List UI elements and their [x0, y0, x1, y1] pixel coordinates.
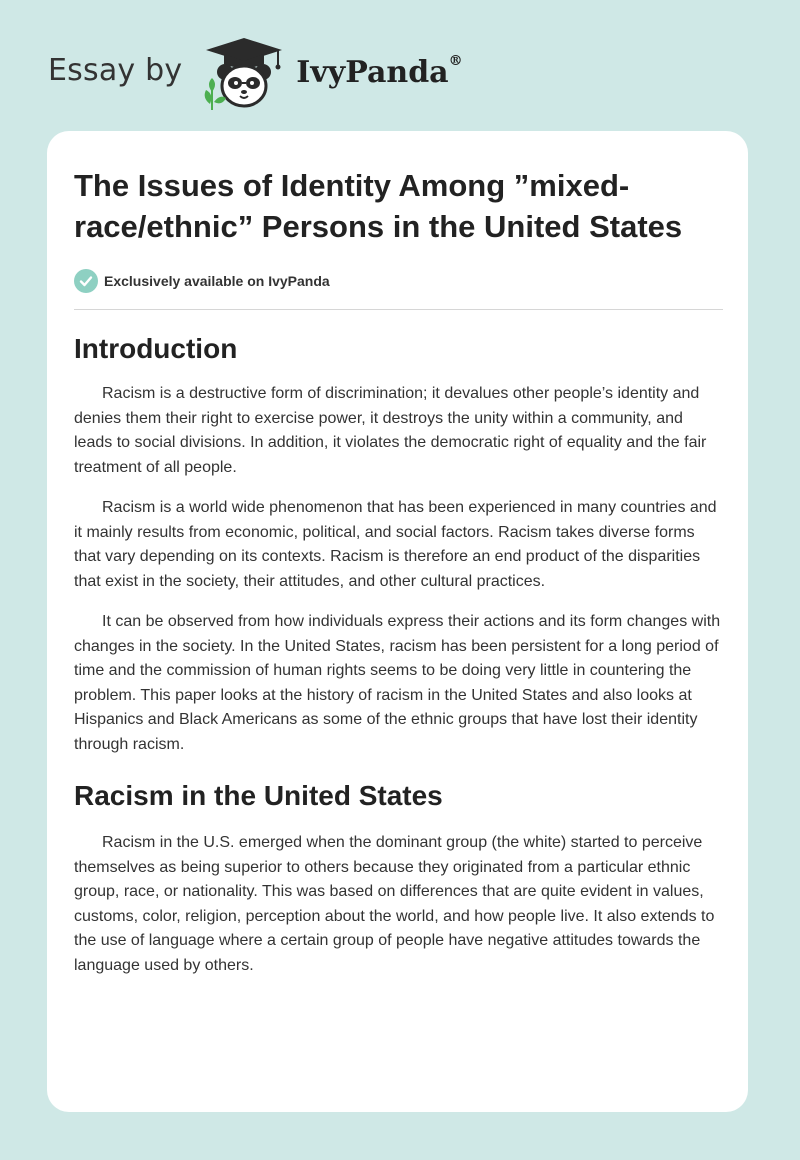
paragraph: Racism in the U.S. emerged when the dominant group (the white) started to perceive themselves as being superior to others because they originated from a particular ethnic group, race, or nationality. This was based on differences that are quite evident in values, customs, color, religion, perception about the world, and how people live. It also extends to the use of language where a certain group of people have negative attitudes towards the language used by others. — [74, 834, 715, 974]
brand-name-text: IvyPanda — [296, 54, 449, 90]
check-circle-icon — [74, 269, 98, 293]
paragraph: Racism is a world wide phenomenon that has been experienced in many countries and it mainly results from economic, political, and social factors. Racism takes diverse forms that vary depending on its contexts. Racism is therefore an end product of the disparities that exist in the society, their attitudes, and other cultural practices. — [74, 499, 717, 590]
title-divider — [74, 309, 723, 310]
essay-by-label: Essay by — [48, 52, 183, 88]
registered-mark: ® — [448, 52, 463, 69]
paragraph: Racism is a destructive form of discrimination; it devalues other people’s identity and denies them their right to exercise power, it destroys the unity within a community, and leads to social divisions. In addition, it violates the democratic right of equality and the fair treatment of all people. — [74, 385, 707, 476]
exclusive-badge-text: Exclusively available on IvyPanda — [104, 273, 330, 289]
site-header — [48, 36, 463, 112]
paragraph: It can be observed from how individuals express their actions and its form changes with changes in the society. In the United States, racism has been persistent for a long period of time and the commission of human rights seems to be doing very little in countering the problem. This paper looks at the history of racism in the United States and also looks at Hispanics and Black Americans as some of the ethnic groups that have lost their identity through racism. — [74, 613, 721, 753]
brand-name — [296, 52, 463, 90]
section-introduction — [74, 332, 723, 757]
essay-content — [74, 131, 723, 994]
section-heading: Racism in the United States — [74, 780, 443, 811]
section-heading: Introduction — [74, 333, 238, 364]
section-racism-in-us — [74, 779, 723, 978]
panda-logo-icon — [198, 36, 290, 112]
essay-card — [47, 131, 748, 1112]
essay-title: The Issues of Identity Among ”mixed-race/ethnic” Persons in the United States — [74, 168, 683, 244]
exclusive-badge — [74, 267, 723, 295]
